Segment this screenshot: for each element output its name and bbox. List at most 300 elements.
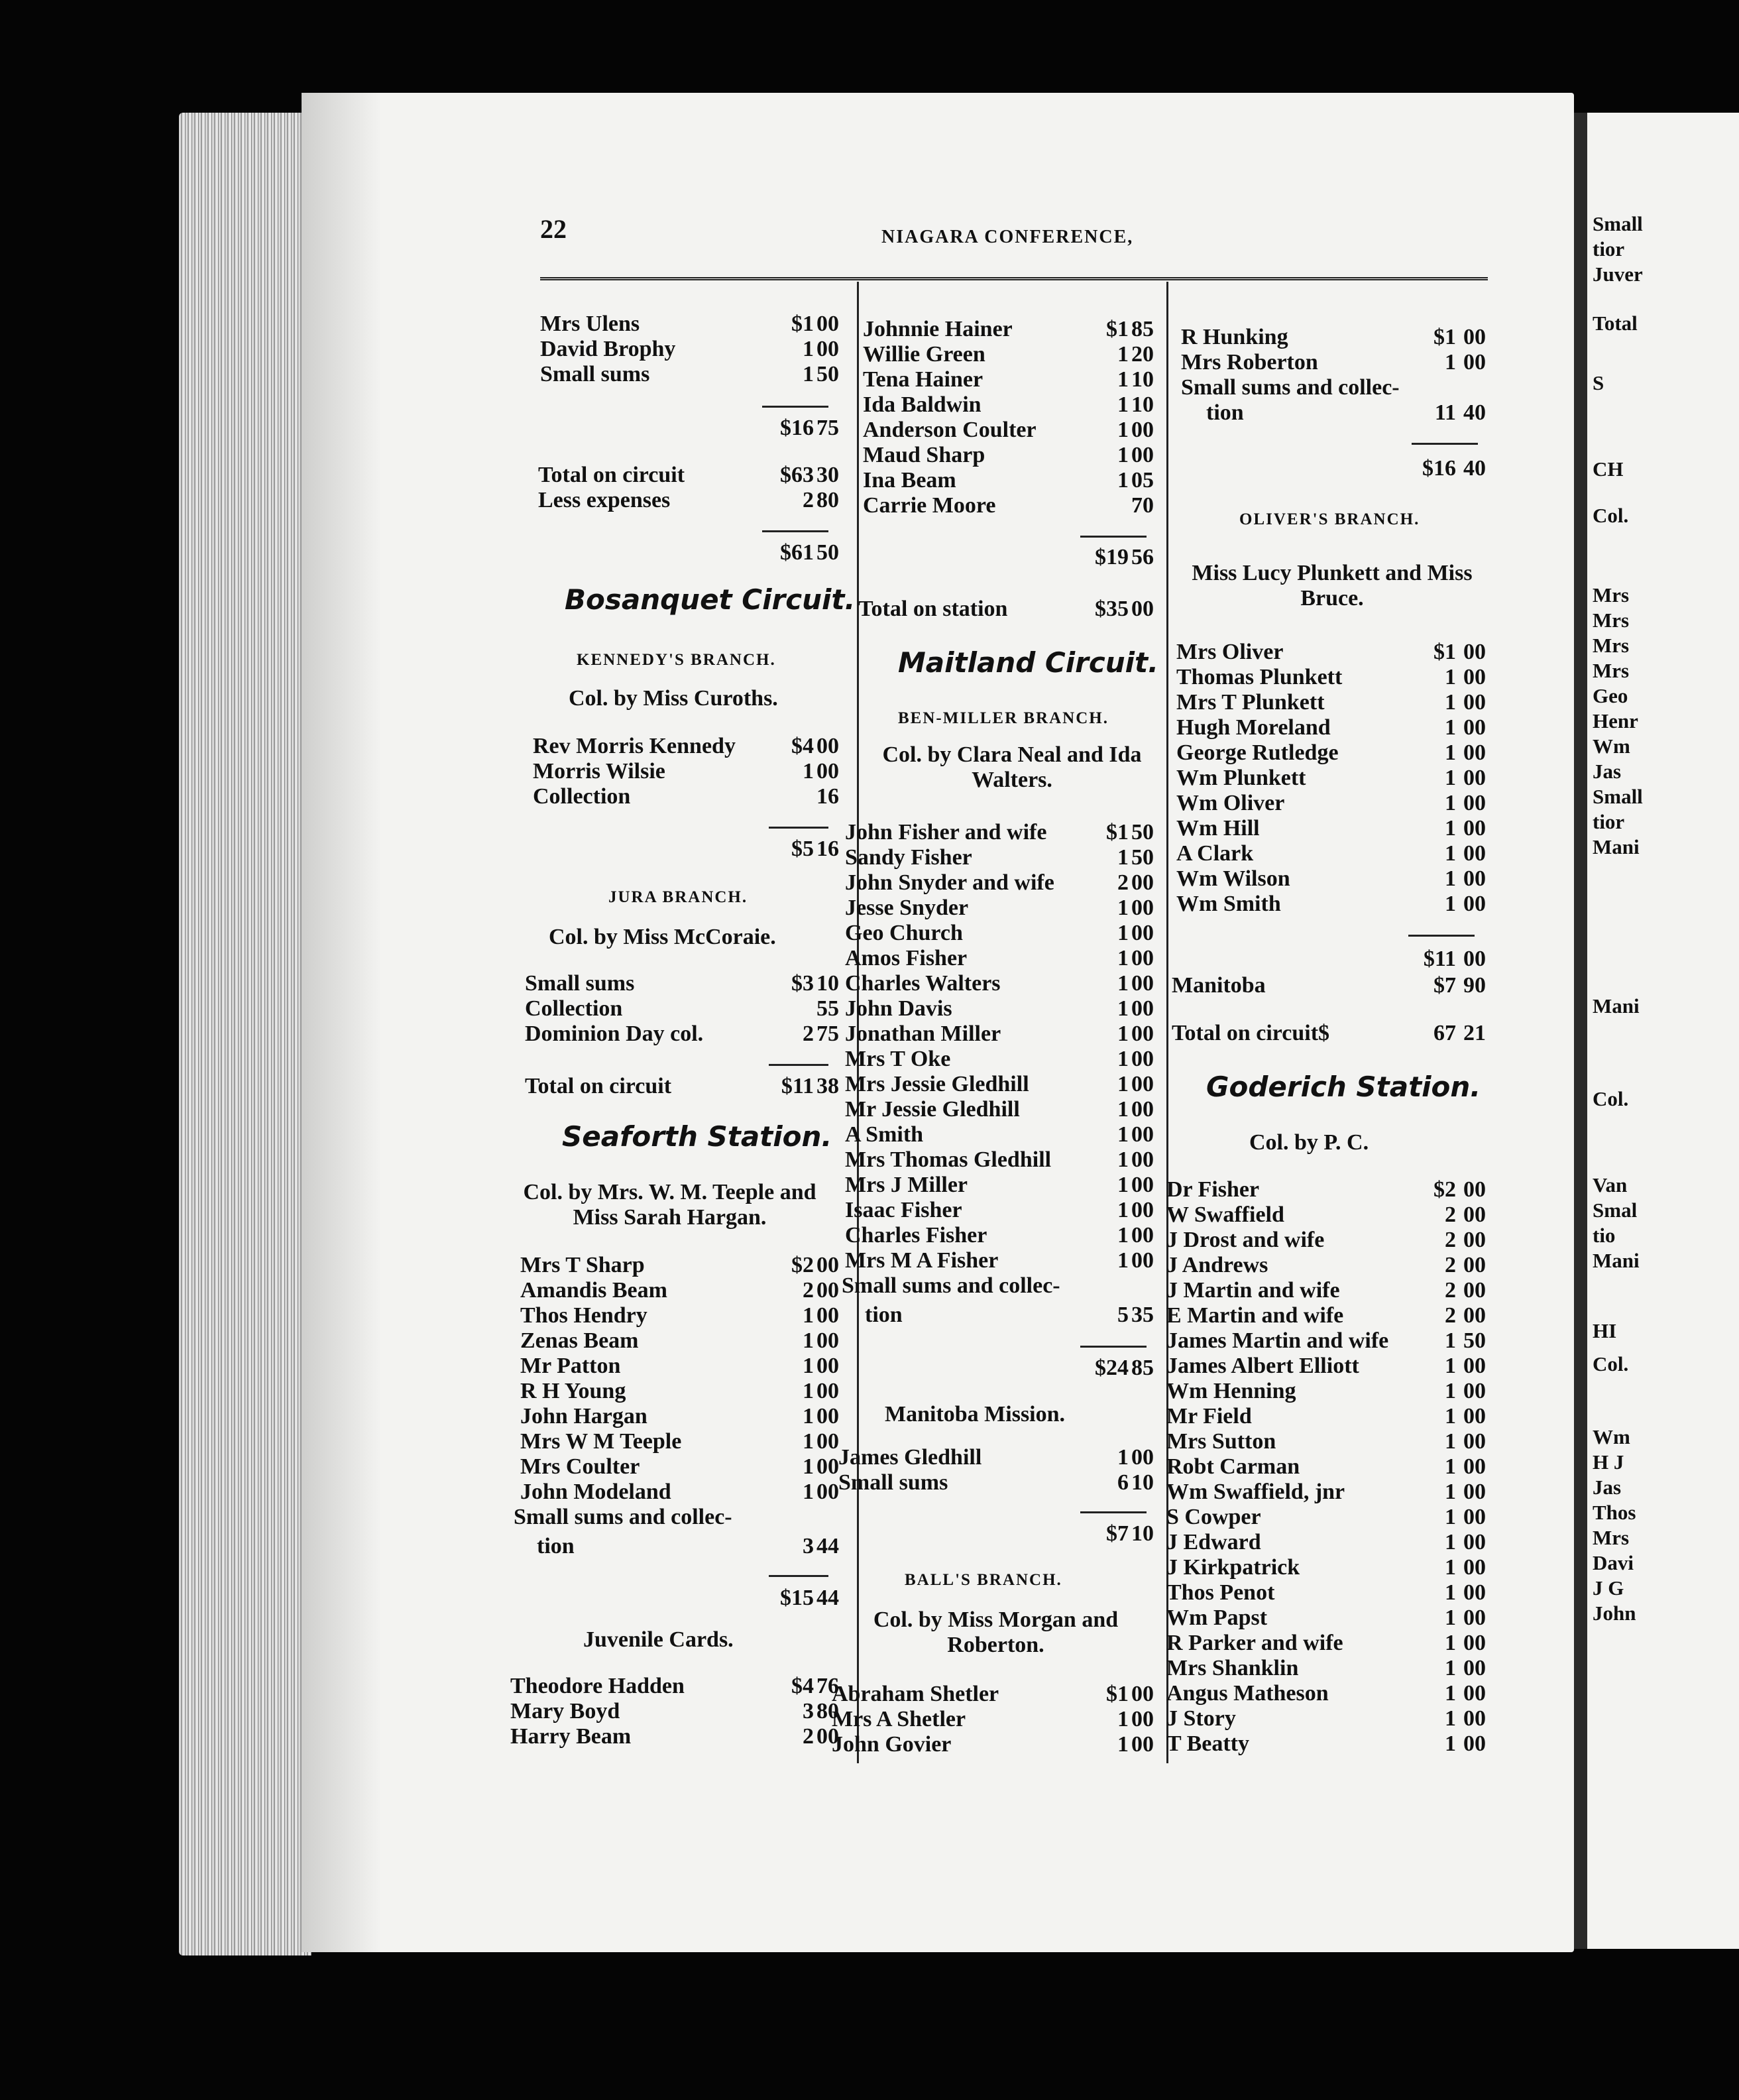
entry-dollars: $1 [1433, 640, 1456, 664]
entry-cents: 00 [1463, 1580, 1486, 1605]
entry-cents: 00 [1463, 892, 1486, 916]
facing-page-text: Col. [1593, 504, 1629, 527]
entry-cents: 00 [1463, 1480, 1486, 1504]
ledger-row [510, 759, 848, 784]
entry-name: J Andrews [1166, 1253, 1268, 1277]
entry-cents: 20 [1131, 342, 1154, 367]
facing-page-text: H J [1593, 1450, 1624, 1474]
entry-name: Abraham Shetler [832, 1682, 999, 1706]
entry-name: James Albert Elliott [1166, 1354, 1359, 1378]
ledger-row [1160, 1278, 1494, 1303]
entry-name: Wm Smith [1176, 892, 1281, 916]
entry-dollars: 1 [1117, 1072, 1129, 1096]
ledger-row [832, 392, 1163, 418]
entry-name: Rev Morris Kennedy [533, 734, 736, 758]
entry-name: Maud Sharp [863, 443, 985, 467]
ledger-row [510, 1278, 848, 1303]
ledger-row [510, 996, 848, 1021]
facing-page-text: Thos [1593, 1501, 1636, 1524]
entry-name: John Fisher and wife [845, 820, 1047, 845]
entry-name: John Snyder and wife [845, 870, 1054, 895]
collector-line: Col. by Miss McCoraie. [549, 925, 776, 949]
entry-cents: 40 [1463, 400, 1486, 425]
entry-cents: 00 [816, 1404, 839, 1429]
entry-name: J Martin and wife [1166, 1278, 1340, 1303]
entry-dollars: 1 [1117, 896, 1129, 920]
entry-cents: 00 [1131, 996, 1154, 1021]
entry-cents: 00 [1463, 1303, 1486, 1328]
ledger-row [1160, 1505, 1494, 1530]
entry-dollars: 2 [1445, 1228, 1456, 1252]
sum-rule [762, 530, 828, 532]
ledger-row [510, 540, 848, 565]
entry-dollars: $24 [1095, 1356, 1129, 1380]
entry-cents: 00 [816, 1429, 839, 1454]
ledger-row [510, 1328, 848, 1354]
ledger-row [832, 1173, 1163, 1198]
entry-name: Theodore Hadden [510, 1674, 685, 1698]
ledger-row [510, 312, 848, 337]
ledger-row [1160, 1706, 1494, 1731]
ledger-row [1160, 1253, 1494, 1278]
entry-name: E Martin and wife [1166, 1303, 1344, 1328]
entry-cents: 00 [816, 1379, 839, 1403]
entry-dollars: 1 [1445, 816, 1456, 841]
entry-dollars: 2 [803, 488, 814, 512]
entry-dollars: $1 [791, 312, 814, 336]
sum-rule [769, 1575, 828, 1577]
entry-cents: 00 [816, 1328, 839, 1353]
sum-rule [1080, 1346, 1147, 1348]
ledger-row [1160, 816, 1494, 841]
entry-cents: 00 [1131, 1097, 1154, 1122]
entry-name: Robt Carman [1166, 1454, 1300, 1479]
entry-name: Mr Field [1166, 1404, 1252, 1429]
entry-cents: 00 [1463, 1379, 1486, 1403]
entry-dollars: 1 [803, 337, 814, 361]
ledger-row [510, 1699, 848, 1724]
facing-page-text: tior [1593, 810, 1625, 833]
entry-cents: 00 [1463, 1202, 1486, 1227]
entry-name: Mrs W M Teeple [520, 1429, 682, 1454]
entry-name: James Gledhill [838, 1445, 982, 1470]
entry-cents: 10 [1131, 1470, 1154, 1495]
entry-dollars: $4 [791, 1674, 814, 1698]
ledger-row [832, 870, 1163, 896]
facing-page [1587, 113, 1739, 1949]
entry-dollars: 1 [1117, 996, 1129, 1021]
entry-dollars: 1 [1445, 715, 1456, 740]
entry-name: Collection [525, 996, 623, 1021]
entry-name: R Parker and wife [1166, 1631, 1343, 1655]
ledger-row [510, 463, 848, 488]
entry-dollars: 1 [1117, 1021, 1129, 1046]
entry-cents: 00 [1463, 350, 1486, 375]
ledger-row [510, 1354, 848, 1379]
entry-cents: 00 [1463, 1605, 1486, 1630]
entry-cents: 00 [1463, 1228, 1486, 1252]
entry-cents: 00 [1463, 715, 1486, 740]
ledger-row [832, 1223, 1163, 1248]
entry-dollars: 2 [803, 1278, 814, 1303]
ledger-row [832, 1198, 1163, 1223]
entry-cents: 00 [1463, 1177, 1486, 1202]
section-title: Bosanquet Circuit. [565, 583, 856, 616]
entry-cents: 00 [1131, 1122, 1154, 1147]
entry-dollars: 2 [1445, 1303, 1456, 1328]
ledger-row [1160, 1228, 1494, 1253]
entry-cents: 00 [1131, 896, 1154, 920]
ledger-row [832, 820, 1163, 845]
ledger-row [832, 921, 1163, 946]
section-title: Goderich Station. [1206, 1071, 1481, 1103]
ledger-row [832, 845, 1163, 870]
entry-name: Wm Hill [1176, 816, 1260, 841]
entry-name: Mrs T Oke [845, 1047, 951, 1071]
entry-name: Harry Beam [510, 1724, 632, 1749]
entry-cents: 00 [1131, 1047, 1154, 1071]
entry-cents: 00 [1131, 971, 1154, 996]
ledger-row [1160, 1303, 1494, 1328]
entry-dollars: $1 [1106, 1682, 1129, 1706]
entry-name: Small sums [540, 362, 650, 386]
entry-name: Anderson Coulter [863, 418, 1037, 442]
entry-name: Small sums and collec- [842, 1273, 1060, 1298]
entry-cents: 00 [1131, 1072, 1154, 1096]
ledger-row [832, 468, 1163, 493]
entry-dollars: 1 [1445, 1706, 1456, 1731]
facing-page-text: tio [1593, 1224, 1616, 1247]
entry-name: George Rutledge [1176, 740, 1339, 765]
entry-dollars: 1 [1117, 1122, 1129, 1147]
entry-dollars: 1 [1117, 946, 1129, 970]
entry-cents: 00 [1463, 791, 1486, 815]
entry-dollars: 1 [803, 1480, 814, 1504]
entry-dollars: $2 [1433, 1177, 1456, 1202]
entry-name: John Govier [832, 1732, 952, 1757]
entry-name: J Drost and wife [1166, 1228, 1325, 1252]
entry-cents: 56 [1131, 545, 1154, 569]
sum-rule [769, 1064, 828, 1066]
entry-cents: 00 [1463, 665, 1486, 689]
entry-name: Small sums and collec- [1181, 375, 1400, 400]
ledger-row [510, 1429, 848, 1454]
entry-cents: 00 [816, 337, 839, 361]
entry-name: Dominion Day col. [525, 1021, 704, 1046]
facing-page-text: Wm [1593, 1425, 1630, 1448]
ledger-row [1160, 1681, 1494, 1706]
entry-cents: 00 [1463, 1454, 1486, 1479]
ledger-row [1160, 1429, 1494, 1454]
branch-title: OLIVER'S BRANCH. [1239, 510, 1420, 528]
ledger-row [832, 1707, 1163, 1732]
collector-line: Miss Lucy Plunkett and Miss Bruce. [1192, 561, 1473, 611]
entry-dollars: 1 [1445, 1354, 1456, 1378]
entry-cents: 00 [816, 312, 839, 336]
entry-name: R H Young [520, 1379, 626, 1403]
ledger-row [1160, 740, 1494, 766]
facing-page-text: tior [1593, 237, 1625, 261]
entry-cents: 00 [1131, 870, 1154, 895]
ledger-row [1160, 665, 1494, 690]
sum-rule [1080, 536, 1147, 538]
entry-cents: 00 [1463, 1354, 1486, 1378]
ledger-row [1160, 690, 1494, 715]
sum-rule [769, 827, 828, 829]
entry-dollars: 1 [803, 1429, 814, 1454]
entry-dollars: 1 [803, 1354, 814, 1378]
ledger-row [832, 1356, 1163, 1381]
entry-cents: 00 [1463, 1681, 1486, 1706]
entry-name: Mrs Shanklin [1166, 1656, 1299, 1680]
entry-dollars: $16 [780, 416, 814, 440]
ledger-row [510, 1534, 848, 1559]
branch-title: KENNEDY'S BRANCH. [577, 651, 776, 669]
ledger-row [1160, 1177, 1494, 1202]
entry-dollars: 6 [1117, 1470, 1129, 1495]
entry-dollars: $7 [1433, 973, 1456, 998]
ledger-row [1160, 1480, 1494, 1505]
ledger-row [510, 1303, 848, 1328]
ledger-row [832, 1248, 1163, 1273]
entry-dollars: 2 [1445, 1253, 1456, 1277]
entry-name: Jesse Snyder [845, 896, 969, 920]
ledger-row [510, 1674, 848, 1699]
entry-cents: 00 [1131, 418, 1154, 442]
entry-name: Mrs J Miller [845, 1173, 968, 1197]
facing-page-text: Jas [1593, 1476, 1622, 1499]
entry-cents: 38 [816, 1074, 839, 1098]
entry-dollars: 3 [803, 1699, 814, 1723]
ledger-row [832, 1303, 1163, 1328]
entry-name: Johnnie Hainer [863, 317, 1013, 341]
entry-dollars: 1 [1445, 1605, 1456, 1630]
ledger-row [1160, 1605, 1494, 1631]
entry-name: Mrs A Shetler [832, 1707, 966, 1731]
entry-cents: 05 [1131, 468, 1154, 493]
entry-name: Mr Jessie Gledhill [845, 1097, 1020, 1122]
entry-dollars: 1 [1445, 690, 1456, 715]
ledger-row [1160, 456, 1494, 481]
ledger-row [510, 362, 848, 387]
book-page-edges [179, 113, 311, 1955]
entry-dollars: 1 [1445, 1731, 1456, 1756]
sum-rule [1412, 443, 1478, 445]
ledger-row [510, 734, 848, 759]
entry-cents: 00 [1463, 740, 1486, 765]
entry-name: Mrs Coulter [520, 1454, 640, 1479]
entry-name: Sandy Fisher [845, 845, 972, 870]
entry-dollars: 1 [1445, 665, 1456, 689]
facing-page-text: Juver [1593, 262, 1643, 286]
entry-dollars: 1 [1117, 1147, 1129, 1172]
ledger-row [1160, 866, 1494, 892]
entry-dollars: 1 [1445, 1454, 1456, 1479]
entry-name: Total on circuit [525, 1074, 672, 1098]
entry-cents: 00 [1463, 1631, 1486, 1655]
entry-dollars: 2 [1445, 1202, 1456, 1227]
facing-page-text: Mani [1593, 835, 1640, 858]
entry-name: Mrs Thomas Gledhill [845, 1147, 1052, 1172]
entry-cents: 00 [1463, 766, 1486, 790]
facing-page-text: S [1593, 371, 1604, 394]
ledger-row [1160, 400, 1494, 426]
entry-cents: 00 [1463, 1253, 1486, 1277]
facing-page-text: Mrs [1593, 609, 1630, 632]
entry-name: Tena Hainer [863, 367, 983, 392]
page-number: 22 [540, 214, 567, 244]
ledger-row [832, 317, 1163, 342]
entry-dollars: 1 [1445, 866, 1456, 891]
ledger-row [1160, 841, 1494, 866]
entry-name: Total on circuit [538, 463, 685, 487]
entry-cents: 00 [1131, 1682, 1154, 1706]
entry-dollars: $15 [780, 1586, 814, 1610]
entry-dollars: 1 [803, 1303, 814, 1328]
entry-dollars: 1 [803, 1379, 814, 1403]
entry-name: A Smith [845, 1122, 924, 1147]
entry-dollars: $5 [791, 837, 814, 861]
ledger-row [832, 971, 1163, 996]
facing-page-text: Small [1593, 785, 1643, 808]
ledger-row [510, 1586, 848, 1611]
entry-dollars: 1 [1117, 418, 1129, 442]
entry-cents: 35 [1131, 1303, 1154, 1327]
entry-name: Mrs Jessie Gledhill [845, 1072, 1029, 1096]
entry-cents: 30 [816, 463, 839, 487]
entry-cents: 00 [1131, 1445, 1154, 1470]
entry-cents: 76 [816, 1674, 839, 1698]
ledger-row [832, 1521, 1163, 1546]
entry-cents: 00 [1463, 690, 1486, 715]
ledger-row [832, 1122, 1163, 1147]
ledger-row [832, 418, 1163, 443]
ledger-row [1160, 715, 1494, 740]
entry-dollars: 1 [1445, 1505, 1456, 1529]
ledger-row [832, 896, 1163, 921]
entry-name: tion [537, 1534, 575, 1558]
entry-name: Mrs M A Fisher [845, 1248, 999, 1273]
entry-cents: 00 [816, 1454, 839, 1479]
facing-page-text: Smal [1593, 1198, 1638, 1222]
entry-cents: 00 [1463, 947, 1486, 971]
ledger-row [832, 367, 1163, 392]
entry-dollars: 1 [1117, 1707, 1129, 1731]
entry-dollars: 1 [1117, 443, 1129, 467]
facing-page-text: Henr [1593, 709, 1638, 732]
entry-cents: 10 [1131, 367, 1154, 392]
entry-dollars: 5 [1117, 1303, 1129, 1327]
entry-dollars: 1 [1117, 1097, 1129, 1122]
entry-cents: 00 [1131, 443, 1154, 467]
ledger-row [832, 493, 1163, 518]
entry-cents: 40 [1463, 456, 1486, 481]
entry-name: Wm Wilson [1176, 866, 1290, 891]
entry-name: Collection [533, 784, 631, 809]
sum-rule [1080, 1511, 1147, 1513]
entry-name: Mrs Ulens [540, 312, 640, 336]
ledger-row [1160, 1530, 1494, 1555]
entry-name: Manitoba [1172, 973, 1266, 998]
entry-name: Thomas Plunkett [1176, 665, 1343, 689]
ledger-row [510, 1253, 848, 1278]
facing-page-text: Davi [1593, 1551, 1634, 1574]
ledger-row [832, 342, 1163, 367]
entry-name: Thos Hendry [520, 1303, 647, 1328]
entry-dollars: 1 [1445, 740, 1456, 765]
entry-cents: 00 [1463, 1429, 1486, 1454]
collector-line: Col. by Clara Neal and Ida Walters. [882, 742, 1142, 792]
entry-dollars: 1 [1445, 1555, 1456, 1580]
entry-dollars: $3 [791, 971, 814, 996]
entry-dollars: 2 [803, 1724, 814, 1749]
entry-dollars: 1 [1117, 367, 1129, 392]
ledger-row [1160, 791, 1494, 816]
entry-cents: 00 [816, 1480, 839, 1504]
entry-cents: 00 [1463, 816, 1486, 841]
entry-name: Mrs Roberton [1181, 350, 1318, 375]
ledger-row [510, 971, 848, 996]
entry-cents: 00 [1463, 1656, 1486, 1680]
section-title: Seaforth Station. [562, 1120, 832, 1153]
entry-dollars: 1 [1445, 892, 1456, 916]
facing-page-text: CH [1593, 457, 1624, 481]
entry-dollars: 1 [1445, 1631, 1456, 1655]
ledger-row [510, 1724, 848, 1749]
entry-cents: 50 [1131, 820, 1154, 845]
entry-cents: 00 [816, 1278, 839, 1303]
ledger-row [832, 996, 1163, 1021]
ledger-row [1160, 1202, 1494, 1228]
ledger-row [1160, 1021, 1494, 1046]
entry-name: Mrs Sutton [1166, 1429, 1276, 1454]
entry-name: Total on station [858, 597, 1008, 621]
entry-cents: 00 [1463, 866, 1486, 891]
entry-name: T Beatty [1166, 1731, 1249, 1756]
sum-rule [1408, 935, 1475, 937]
entry-dollars: 67 [1433, 1021, 1456, 1045]
entry-dollars: 1 [1445, 841, 1456, 866]
entry-dollars: 1 [1445, 350, 1456, 375]
entry-name: Wm Henning [1166, 1379, 1296, 1403]
entry-cents: 00 [816, 734, 839, 758]
entry-name: John Modeland [520, 1480, 671, 1504]
ledger-row [1160, 640, 1494, 665]
entry-cents: 70 [1131, 493, 1154, 518]
entry-name: James Martin and wife [1166, 1328, 1389, 1353]
entry-cents: 44 [816, 1534, 839, 1558]
entry-name: Small sums [525, 971, 635, 996]
entry-cents: 00 [1463, 1555, 1486, 1580]
ledger-row [1160, 350, 1494, 375]
collector-line: Col. by Mrs. W. M. Teeple and Miss Sarah Hargan. [523, 1180, 816, 1230]
ledger-row [1160, 1454, 1494, 1480]
entry-cents: 00 [1131, 1732, 1154, 1757]
facing-page-text: Van [1593, 1173, 1628, 1196]
entry-dollars: $11 [1423, 947, 1456, 971]
entry-name: Hugh Moreland [1176, 715, 1331, 740]
entry-dollars: 1 [1117, 468, 1129, 493]
entry-dollars: $63 [780, 463, 814, 487]
entry-dollars: $1 [1106, 820, 1129, 845]
entry-dollars: 1 [1117, 921, 1129, 945]
ledger-row [1160, 1555, 1494, 1580]
entry-dollars: $2 [791, 1253, 814, 1277]
entry-dollars: 1 [1117, 1173, 1129, 1197]
entry-name: Jonathan Miller [845, 1021, 1001, 1046]
entry-dollars: $35 [1095, 597, 1129, 621]
entry-name: Geo Church [845, 921, 963, 945]
